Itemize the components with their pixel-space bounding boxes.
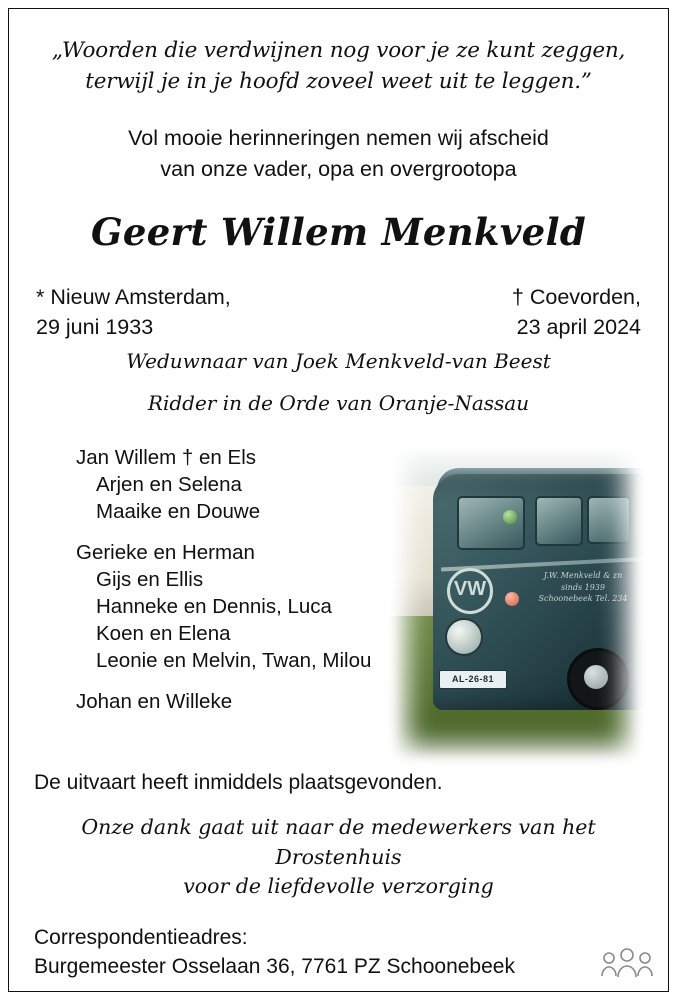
photo-marker-light <box>503 510 517 524</box>
birth-date: 29 juni 1933 <box>36 315 154 340</box>
family-group-icon <box>599 946 655 982</box>
address-label: Correspondentieadres: <box>34 925 248 949</box>
intro-text <box>34 123 643 184</box>
spouse-line: Weduwnaar van Joek Menkveld-van Beest <box>126 349 551 374</box>
intro-line-2: van onze vader, opa en overgrootopa <box>160 156 517 181</box>
birth-info <box>36 282 231 342</box>
photo-wheel <box>567 648 629 710</box>
quote-line-2: terwijl je in je hoofd zoveel weet uit te leggen.” <box>85 68 592 94</box>
death-place: † Coevorden, <box>511 285 641 310</box>
life-dates <box>34 282 643 344</box>
family-line: Jan Willem † en Els <box>76 446 257 470</box>
thanks-note <box>34 813 643 900</box>
quote-line-1: „Woorden die verdwijnen nog voor je ze kunt zeggen, <box>51 38 626 63</box>
family-line: Leonie en Melvin, Twan, Milou <box>96 649 372 673</box>
family-line: Hanneke en Dennis, Luca <box>96 595 332 619</box>
photo-inner <box>385 438 647 768</box>
family-line: Arjen en Selena <box>96 473 242 497</box>
address-value: Burgemeester Osselaan 36, 7761 PZ Schoonebeek <box>34 955 515 979</box>
thanks-line-2: voor de liefdevolle verzorging <box>183 873 494 898</box>
photo-license-plate: AL-26-81 <box>439 670 507 689</box>
poem-quote <box>34 36 643 97</box>
family-line: Johan en Willeke <box>76 690 233 714</box>
photo-headlight <box>445 618 483 656</box>
death-date: 23 april 2024 <box>516 315 641 340</box>
correspondence-address <box>34 923 643 982</box>
funeral-note: De uitvaart heeft inmiddels plaatsgevonden. <box>34 771 443 795</box>
photo-bus-window <box>457 496 525 550</box>
family-line: Gerieke en Herman <box>76 541 255 565</box>
photo-marker-light <box>505 592 519 606</box>
photo-bus-window <box>535 496 583 546</box>
honour-line: Ridder in de Orde van Oranje-Nassau <box>147 391 530 416</box>
vw-logo-icon: VW <box>447 568 493 614</box>
family-and-photo <box>34 444 643 754</box>
photo-side-lettering: J.W. Menkveld & zn sinds 1939 Schoonebeek Tel. 234 <box>538 571 628 604</box>
death-info <box>512 282 641 342</box>
family-line: Koen en Elena <box>96 622 231 646</box>
birth-place: * Nieuw Amsterdam, <box>36 285 231 310</box>
deceased-name: Geert Willem Menkveld <box>90 210 587 255</box>
family-line: Maaike en Douwe <box>96 500 261 524</box>
photo-bus-window <box>587 496 631 544</box>
intro-line-1: Vol mooie herinneringen nemen wij afscheid <box>128 126 549 151</box>
thanks-line-1: Onze dank gaat uit naar de medewerkers van het Drostenhuis <box>81 815 596 869</box>
vw-bus-photo <box>385 438 647 768</box>
family-line: Gijs en Ellis <box>96 568 204 592</box>
